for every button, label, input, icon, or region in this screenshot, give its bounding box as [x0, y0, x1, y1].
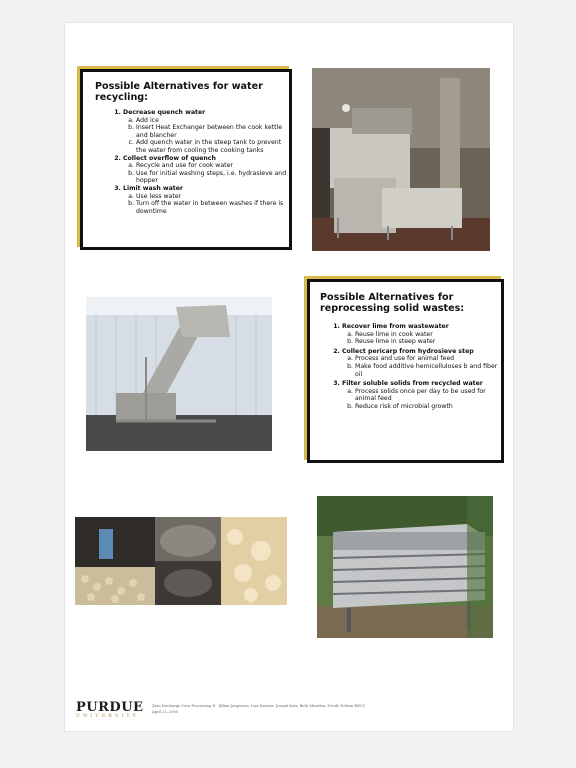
list-item: a. Recycle and use for cook water: [136, 162, 289, 170]
list-item: a. Use less water: [136, 193, 289, 201]
slide-solid-wastes: [307, 279, 504, 463]
logo-brand: PURDUE: [76, 700, 144, 715]
list-item: 3. Limit wash water a. Use less water b. Turn off the water in between washes if there is downtime: [123, 185, 289, 215]
slide-solid-title: Possible Alternatives for reprocessing solid wastes:: [320, 292, 465, 314]
slide-water-recycling: [80, 69, 292, 250]
footer-line2: April 21, 2005: [152, 710, 179, 714]
list-item: b. Reduce risk of microbial growth: [355, 403, 501, 411]
purdue-logo: [76, 701, 148, 720]
list-item: 3. Filter soluble solids from recycled water a. Process solids once per day to be used for animal feed b. Reduce risk of microbial growth: [342, 380, 501, 410]
list-item: b. Make food additive hemicelluloses b and fiber oil: [355, 363, 501, 378]
list-item: a. Process solids once per day to be used for animal feed: [355, 388, 501, 403]
belt-press-photo: [317, 496, 493, 638]
list-item: 2. Collect overflow of quench a. Recycle and use for cook water b. Use for initial washing steps, i.e. hydrasieve and hopper: [123, 155, 289, 185]
list-item: a. Reuse lime in cook water: [355, 331, 501, 339]
list-item: c. Add quench water in the steep tank to prevent the water from cooling the cooking tanks: [136, 139, 289, 154]
footer-line1: Zero Discharge Corn Processing II - Jillian Jorgensen, Lisa Kastner, Joseph Kutz, Beth Miratlon, Nicole Nelson BSUS: [152, 704, 365, 708]
logo-university: UNIVERSITY: [76, 714, 139, 719]
pericarp-collage-photo: [75, 517, 287, 605]
water-list: [95, 109, 289, 215]
list-item: b. Use for initial washing steps, i.e. hydrasieve and hopper: [136, 170, 289, 185]
list-item: b. Insert Heat Exchanger between the cook kettle and blancher: [136, 124, 289, 139]
list-item: b. Reuse lime in steep water: [355, 338, 501, 346]
list-item: 1. Decrease quench water a. Add ice b. Insert Heat Exchanger between the cook kettle and blancher c. Add quench water in the steep tank to prevent the water from cooling the cooking tanks: [123, 109, 289, 155]
conveyor-photo: [86, 297, 272, 451]
list-item: a. Add ice: [136, 117, 289, 125]
list-item: 2. Collect pericarp from hydrosieve step a. Process and use for animal feed b. Make food additive hemicelluloses b and fiber oil: [342, 348, 501, 378]
slide-water-title: Possible Alternatives for water recycling:: [95, 81, 263, 103]
footer-caption: [152, 703, 372, 715]
list-item: a. Process and use for animal feed: [355, 355, 501, 363]
list-item: b. Turn off the water in between washes if there is downtime: [136, 200, 289, 215]
list-item: 1. Recover lime from wastewater a. Reuse lime in cook water b. Reuse lime in steep water: [342, 323, 501, 346]
factory-machine-photo: [312, 68, 490, 251]
solid-list: [320, 323, 501, 411]
